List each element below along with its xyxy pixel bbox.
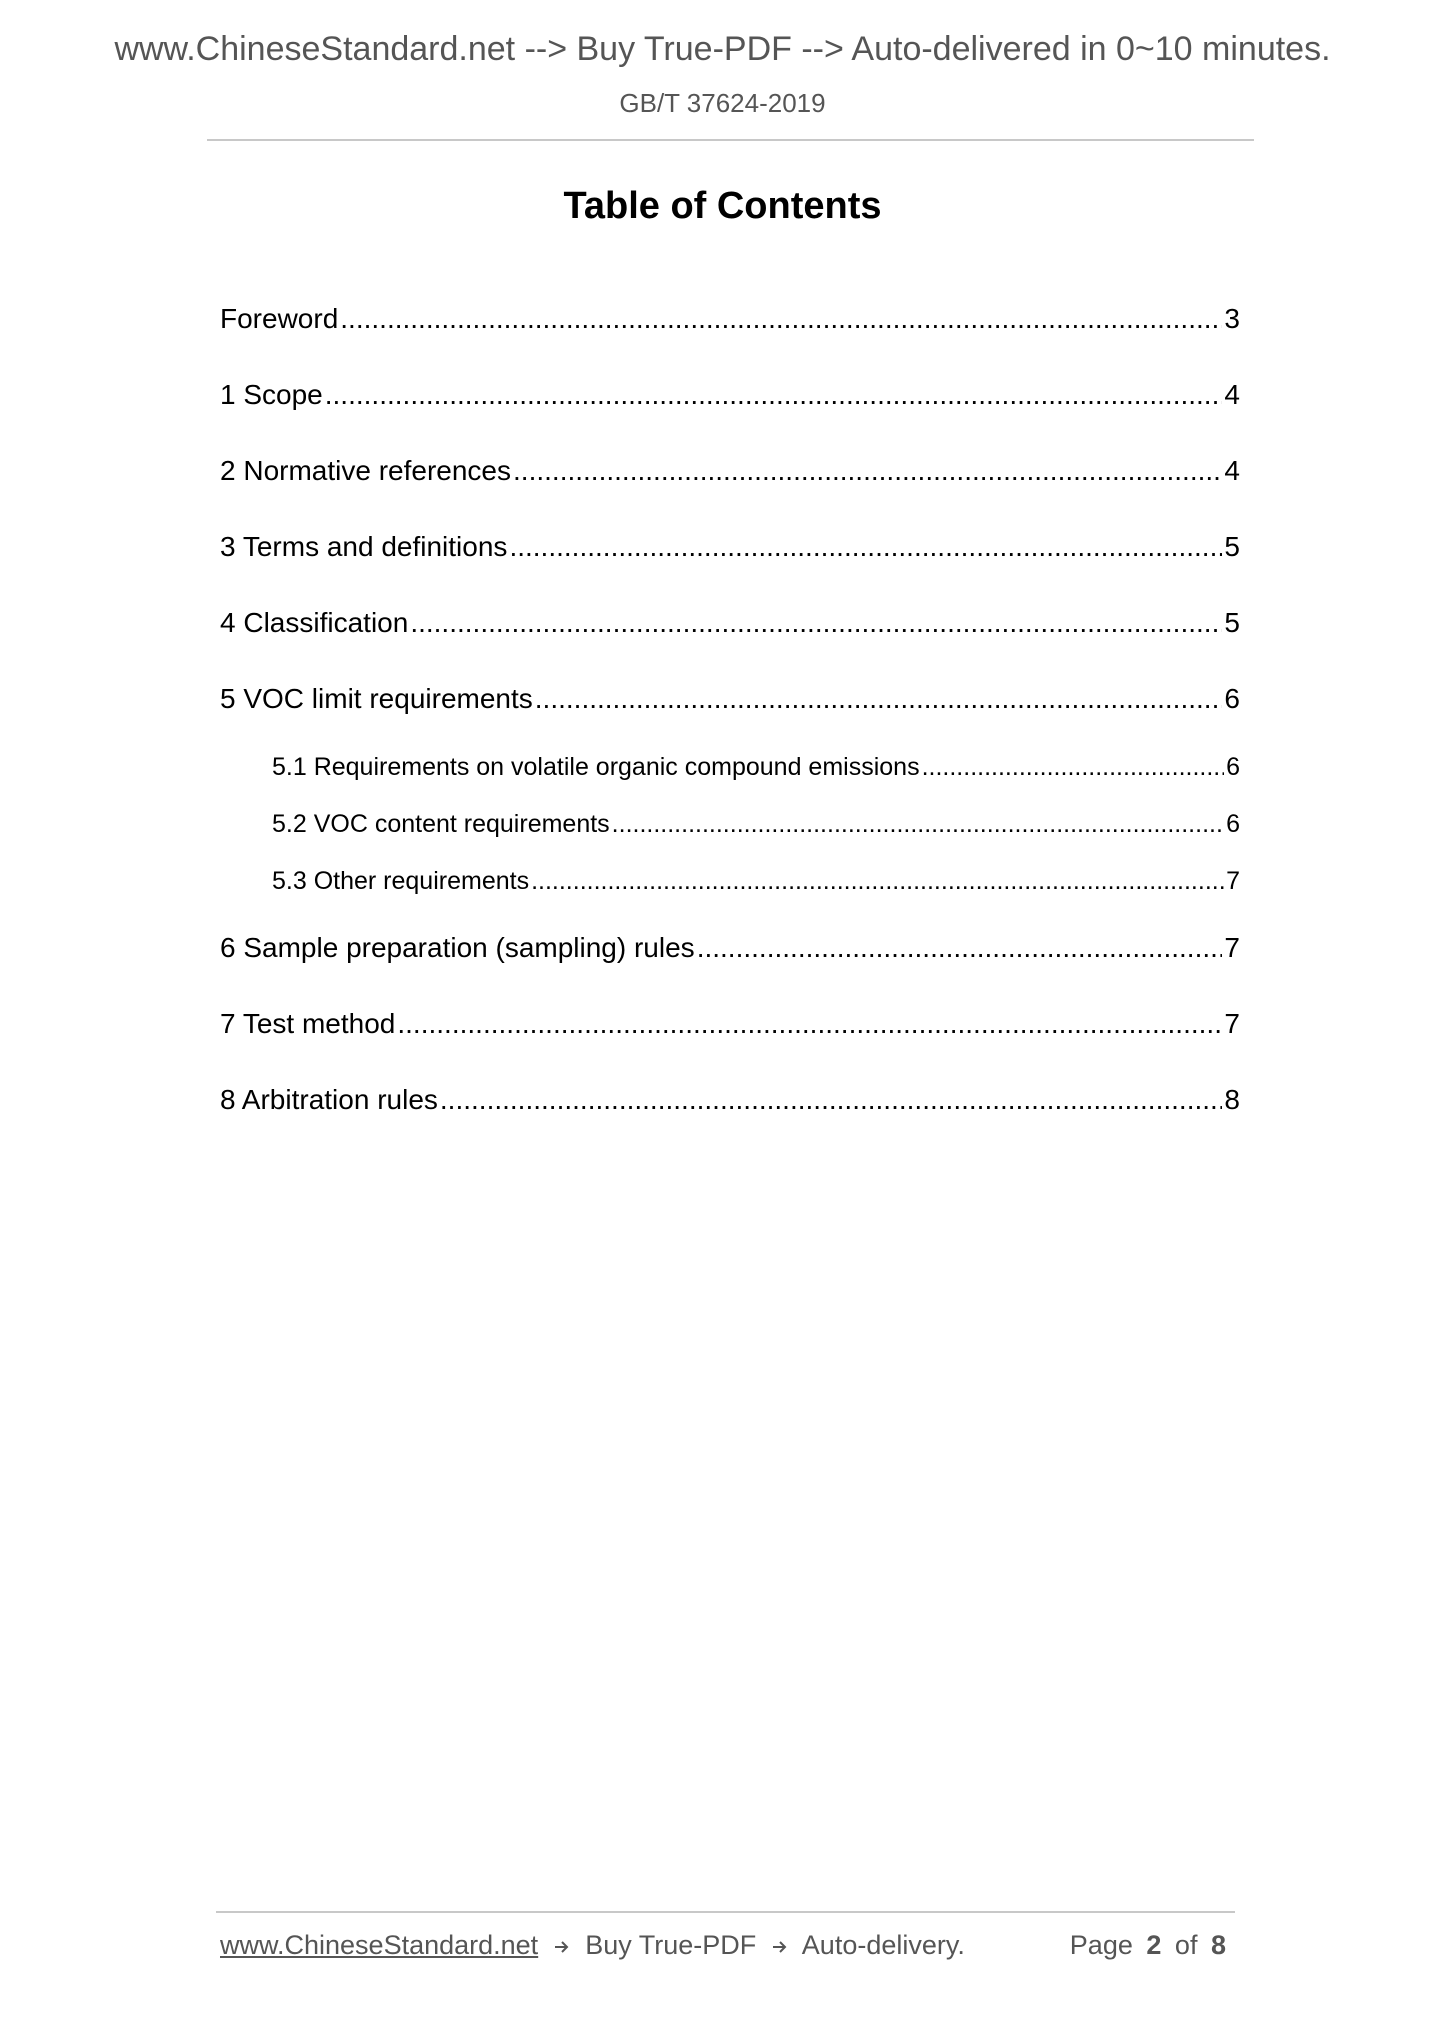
page-of: of [1174,1930,1198,1960]
site-link[interactable]: www.ChineseStandard.net [220,1930,539,1960]
toc-entry-page: 7 [1224,932,1240,963]
footer-promo [220,1930,965,1961]
standard-code: GB/T 37624-2019 [619,88,826,118]
toc-entry-sample-preparation[interactable] [220,932,1240,964]
arrow-right-icon [772,1939,788,1955]
toc-entry-label: 1 Scope [220,379,323,410]
dot-leader [410,607,1222,639]
toc-entry-label: 5.3 Other requirements [272,867,530,895]
toc-entry-page: 5 [1224,531,1240,562]
page-total: 8 [1210,1930,1226,1960]
toc-entry-label: 6 Sample preparation (sampling) rules [220,932,695,963]
page-footer [220,1930,1232,1970]
header-divider [207,139,1254,141]
toc-entry-page: 7 [1224,1008,1240,1039]
toc-entry-page: 6 [1226,753,1240,781]
arrow-right-icon [554,1939,570,1955]
toc-entry-arbitration-rules[interactable] [220,1084,1240,1116]
page-number [1070,1930,1232,1961]
toc-entry-page: 8 [1224,1084,1240,1115]
auto-delivery-text: Auto-delivery. [801,1930,965,1960]
footer-divider [216,1911,1235,1913]
dot-leader [513,455,1222,487]
dot-leader [535,683,1223,715]
toc-entry-label: 8 Arbitration rules [220,1084,438,1115]
dot-leader [922,753,1225,782]
toc-entry-label: 7 Test method [220,1008,396,1039]
toc-entry-normative-references[interactable] [220,455,1240,487]
toc-entry-label: Foreword [220,303,339,334]
toc-entry-test-method[interactable] [220,1008,1240,1040]
dot-leader [531,867,1224,896]
toc-entry-label: 5.1 Requirements on volatile organic compound emissions [272,753,920,781]
toc-title: Table of Contents [563,185,882,227]
toc-entry-label: 5.2 VOC content requirements [272,810,610,838]
toc-entry-page: 6 [1226,810,1240,838]
toc-entry-foreword[interactable] [220,303,1240,335]
dot-leader [612,810,1224,839]
toc-entry-classification[interactable] [220,607,1240,639]
toc-entry-label: 4 Classification [220,607,409,638]
toc-entry-label: 3 Terms and definitions [220,531,508,562]
dot-leader [397,1008,1222,1040]
toc-entry-voc-content[interactable] [272,810,1240,839]
toc-entry-label: 5 VOC limit requirements [220,683,533,714]
page-label: Page [1069,1930,1133,1960]
dot-leader [325,379,1223,411]
toc-entry-page: 4 [1224,379,1240,410]
toc-entry-page: 4 [1224,455,1240,486]
dot-leader [440,1084,1223,1116]
toc-entry-page: 6 [1224,683,1240,714]
toc-entry-scope[interactable] [220,379,1240,411]
toc-entry-voc-limit[interactable] [220,683,1240,715]
buy-true-pdf-text: Buy True-PDF [585,1930,757,1960]
dot-leader [509,531,1222,563]
toc-entry-page: 5 [1224,607,1240,638]
site-banner: www.ChineseStandard.net --> Buy True-PDF --> Auto-delivered in 0~10 minutes. [114,30,1331,68]
dot-leader [697,932,1223,964]
toc-entry-voc-emissions[interactable] [272,753,1240,782]
toc-entry-other-requirements[interactable] [272,867,1240,896]
toc-entry-terms-definitions[interactable] [220,531,1240,563]
toc-entry-label: 2 Normative references [220,455,512,486]
toc-entry-page: 3 [1224,303,1240,334]
page-current: 2 [1146,1930,1162,1960]
dot-leader [340,303,1222,335]
toc-entry-page: 7 [1226,867,1240,895]
